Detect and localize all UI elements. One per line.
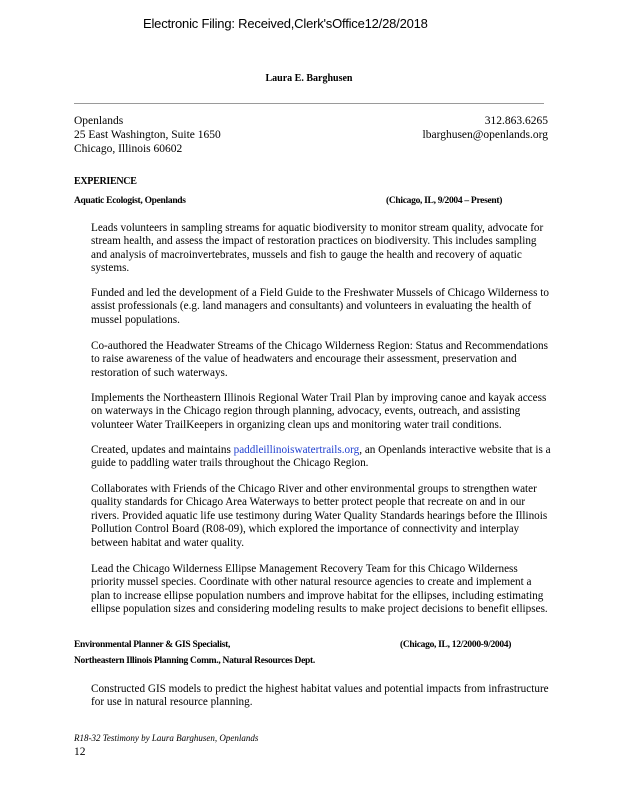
job2-title: Environmental Planner & GIS Specialist, (74, 640, 231, 650)
address-block (74, 114, 221, 156)
org-name: Openlands (74, 115, 124, 127)
resume-name: Laura E. Barghusen (265, 73, 353, 84)
job1-bullet-3: Co-authored the Headwater Streams of the Chicago Wilderness Region: Status and Recommendations to raise awareness of the value of headwaters and encourage their assessment, preservation and restoration of such waterways. (91, 340, 548, 379)
footer-note: R18-32 Testimony by Laura Barghusen, Openlands (74, 733, 259, 743)
website-text-after: , an Openlands interactive website that is a guide to paddling water trails throughout the Chicago Region. (91, 444, 551, 470)
website-text-before: Created, updates and maintains (91, 444, 234, 456)
job1-title: Aquatic Ecologist, Openlands (74, 196, 186, 206)
header-divider (74, 103, 544, 104)
phone-number: 312.863.6265 (484, 115, 548, 127)
job2-bullet-1: Constructed GIS models to predict the highest habitat values and potential impacts from infrastructure for use in natural resource planning. (91, 683, 549, 709)
job1-bullet-4: Implements the Northeastern Illinois Regional Water Trail Plan by improving canoe and kayak access on waterways in the Chicago region through planning, advocacy, events, outreach, and assisting volunteer Water TrailKeepers in organizing clean ups and monitoring water trail conditions. (91, 392, 547, 431)
job1-bullet-6: Collaborates with Friends of the Chicago River and other environmental groups to strengthen water quality standards for Chicago Area Waterways to better protect people that recreate on and in our rivers. Provided aquatic life use testimony during Water Quality Standards hearings before the Illinois Pollution Control Board (R08-09), which explored the importance of connectivity and interplay between habitat and water quality. (91, 483, 548, 549)
job1-bullet-7: Lead the Chicago Wilderness Ellipse Management Recovery Team for this Chicago Wilderness priority mussel species. Coordinate with other natural resource agencies to create and implement a plan to increase ellipse population numbers and improve habitat for the ellipses, including estimating ellipse population sizes and considering modeling results to make project decisions to benefit ellipses. (91, 563, 548, 616)
email-address: lbarghusen@openlands.org (422, 129, 548, 141)
job2-dates: (Chicago, IL, 12/2000-9/2004) (400, 640, 512, 650)
job1-bullet-website (91, 444, 553, 471)
website-link[interactable]: paddleillinoiswatertrails.org (233, 444, 360, 456)
city-address: Chicago, Illinois 60602 (74, 143, 183, 155)
contact-block (423, 114, 548, 142)
street-address: 25 East Washington, Suite 1650 (74, 129, 221, 141)
job1-bullet-1: Leads volunteers in sampling streams for aquatic biodiversity to monitor stream quality, advocate for stream health, and assess the impact of restoration practices on biodiversity. This includes sampling and analysis of macroinvertebrates, mussels and fish to gauge the health and recovery of aquatic systems. (91, 222, 544, 275)
job1-bullet-2: Funded and led the development of a Field Guide to the Freshwater Mussels of Chicago Wilderness to assist professionals (e.g. land managers and consultants) and volunteers in evaluating the health of mussel populations. (91, 287, 549, 326)
job2-org: Northeastern Illinois Planning Comm., Natural Resources Dept. (74, 656, 315, 666)
section-title-experience: EXPERIENCE (74, 176, 137, 187)
job1-dates: (Chicago, IL, 9/2004 – Present) (386, 196, 503, 206)
page-number: 12 (74, 746, 86, 758)
filing-stamp: Electronic Filing: Received,Clerk'sOffice12/28/2018 (143, 16, 428, 31)
